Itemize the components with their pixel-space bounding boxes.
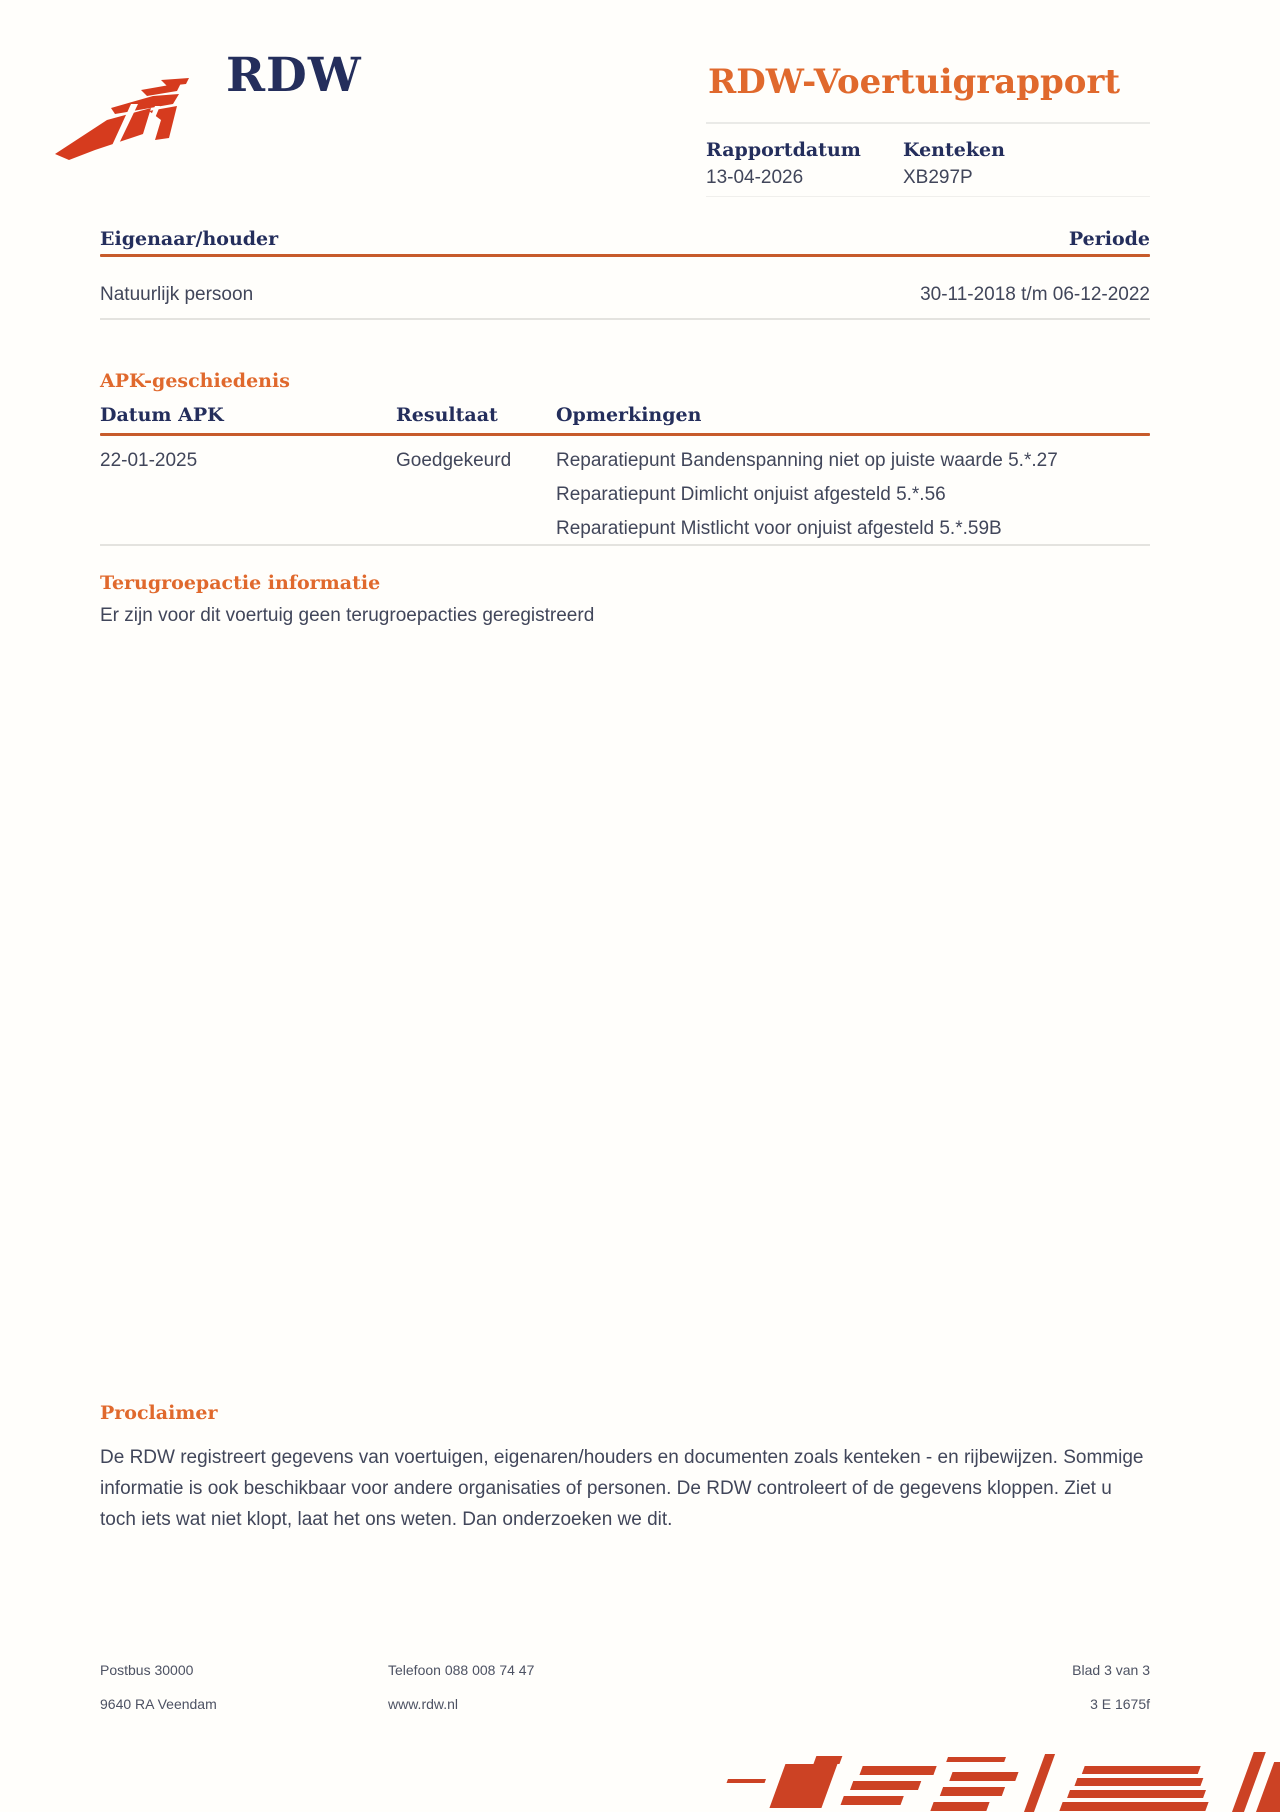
apk-column-datum: Datum APK [100, 404, 224, 426]
owner-section-header [100, 226, 1150, 252]
kenteken-value: XB297P [903, 167, 973, 188]
rdw-speed-lines-graphic [700, 1746, 1280, 1812]
apk-remark: Reparatiepunt Dimlicht onjuist afgesteld 5.*.56 [556, 484, 946, 505]
apk-section-divider [100, 544, 1150, 546]
meta-divider [706, 196, 1150, 197]
title-divider [706, 122, 1150, 124]
apk-row-opmerkingen [556, 444, 1058, 546]
owner-section-rule [100, 254, 1150, 257]
footer-postbus: Postbus 30000 [100, 1662, 194, 1678]
periode-value: 30-11-2018 t/m 06-12-2022 [920, 284, 1150, 305]
rdw-logo-text: RDW [226, 48, 362, 103]
proclaimer-body: De RDW registreert gegevens van voertuigen, eigenaren/houders en documenten zoals kenteken - en rijbewijzen. Sommige informatie is ook beschikbaar voor andere organisaties of personen. De RDW controleert of de gegevens kloppen. Ziet u toch iets wat niet klopt, laat het ons weten. Dan onderzoeken we dit. [100, 1447, 1144, 1530]
footer-phone: Telefoon 088 008 74 47 [388, 1662, 535, 1678]
footer-page-indicator: Blad 3 van 3 [1072, 1662, 1150, 1678]
apk-row-datum: 22-01-2025 [100, 450, 198, 471]
footer-website: www.rdw.nl [388, 1696, 459, 1712]
rapportdatum-value: 13-04-2026 [706, 167, 804, 188]
rapportdatum-label: Rapportdatum [706, 139, 861, 161]
apk-remark: Reparatiepunt Bandenspanning niet op juiste waarde 5.*.27 [556, 450, 1058, 471]
footer-city: 9640 RA Veendam [100, 1696, 217, 1712]
recall-section-heading: Terugroepactie informatie [100, 572, 381, 594]
apk-remark: Reparatiepunt Mistlicht voor onjuist afgesteld 5.*.59B [556, 518, 1002, 539]
owner-section-divider [100, 318, 1150, 320]
apk-row-resultaat: Goedgekeurd [396, 450, 512, 471]
footer-form-code: 3 E 1675f [1090, 1696, 1150, 1712]
apk-header-rule [100, 433, 1150, 436]
owner-heading: Eigenaar/houder [100, 228, 279, 250]
kenteken-label: Kenteken [903, 139, 1005, 161]
periode-heading: Periode [1068, 228, 1150, 250]
apk-column-opmerkingen: Opmerkingen [556, 404, 702, 426]
owner-type-value: Natuurlijk persoon [100, 284, 254, 305]
page-title: RDW-Voertuigrapport [708, 62, 1121, 102]
rdw-logo-wing-icon [55, 78, 205, 163]
apk-column-resultaat: Resultaat [396, 404, 498, 426]
recall-section-body: Er zijn voor dit voertuig geen terugroepacties geregistreerd [100, 605, 595, 626]
proclaimer-heading: Proclaimer [100, 1402, 218, 1424]
apk-section-heading: APK-geschiedenis [100, 370, 290, 392]
owner-section-values [100, 284, 1150, 306]
